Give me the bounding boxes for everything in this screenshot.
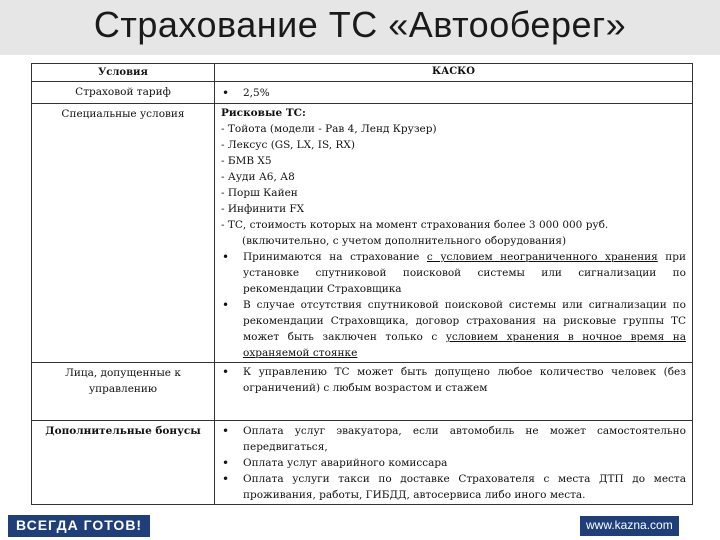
special-label: Специальные условия xyxy=(32,104,215,363)
conditions-table xyxy=(31,63,693,505)
bonus-item: • Оплата услуг эвакуатора, если автомобиль не может самостоятельно передвигаться, xyxy=(221,423,686,455)
special-bullets xyxy=(221,249,686,361)
bonus-list xyxy=(221,423,686,503)
tariff-value: • 2,5% xyxy=(221,85,686,101)
bonus-row xyxy=(32,421,693,505)
special-bullet-storage xyxy=(221,249,686,297)
tariff-cell xyxy=(215,82,693,104)
drivers-list xyxy=(221,364,686,396)
bonus-label: Дополнительные бонусы xyxy=(32,421,215,505)
special-bullet-parking xyxy=(221,297,686,361)
header-kasko: КАСКО xyxy=(215,64,693,82)
drivers-row xyxy=(32,363,693,421)
bullet-underlined: с условием неограниченного хранения xyxy=(426,251,658,263)
bullet-text: В случае отсутствия спутниковой поисковой системы или сигнализации по рекомендации Страховщика, договор страхования на рисковые группы ТС может быть заключен только с xyxy=(243,299,686,343)
risk-item: - БМВ Х5 xyxy=(221,155,272,167)
footer-url: www.kazna.com xyxy=(580,516,679,536)
bullet-text: Принимаются на страхование xyxy=(243,251,427,263)
table-header-row xyxy=(32,64,693,82)
drivers-text: • К управлению ТС может быть допущено любое количество человек (без ограничений) с любым возрастом и стажем xyxy=(221,364,686,396)
header-conditions: Условия xyxy=(32,64,215,82)
risk-title: Рисковые ТС: xyxy=(221,107,306,119)
risk-item: - Ауди А6, А8 xyxy=(221,171,295,183)
drivers-cell xyxy=(215,363,693,421)
tariff-label: Страховой тариф xyxy=(32,82,215,104)
risk-item: - Лексус (GS, LX, IS, RX) xyxy=(221,139,355,151)
risk-item: - Тойота (модели - Рав 4, Ленд Крузер) xyxy=(221,123,437,135)
risk-item: - Инфинити FX xyxy=(221,203,305,215)
bonus-item: • Оплата услуги такси по доставке Страхователя с места ДТП до места проживания, работы, ГИБДД, автосервиса либо иного места. xyxy=(221,471,686,503)
bullet-underlined: условием хранения в ночное время на охраняемой стоянке xyxy=(243,331,687,359)
special-cell xyxy=(215,104,693,363)
drivers-label: Лица, допущенные к управлению xyxy=(32,363,215,421)
special-row xyxy=(32,104,693,363)
footer-logo: ВСЕГДА ГОТОВ! xyxy=(8,515,150,537)
bonus-cell xyxy=(215,421,693,505)
risk-cost-line: - ТС, стоимость которых на момент страхования более 3 000 000 руб. xyxy=(221,219,609,231)
bullet-text: при установке спутниковой поисковой системы или сигнализации по рекомендации Страховщика xyxy=(243,251,687,295)
slide-title: Страхование ТС «Автооберег» xyxy=(93,4,627,45)
bonus-item: • Оплата услуг аварийного комиссара xyxy=(221,455,686,471)
risk-cost-note: (включительно, с учетом дополнительного оборудования) xyxy=(242,235,567,247)
tariff-row xyxy=(32,82,693,104)
risk-item: - Порш Кайен xyxy=(221,187,298,199)
